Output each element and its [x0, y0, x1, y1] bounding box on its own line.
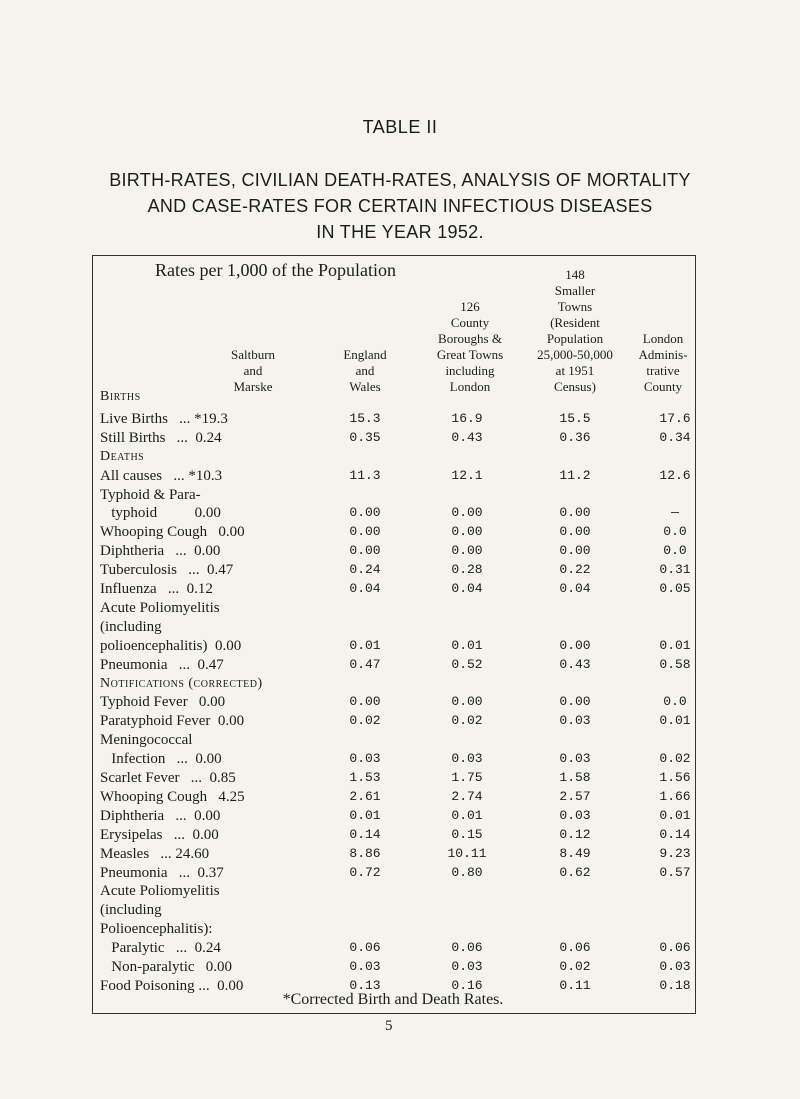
col-head-saltburn: Saltburn and Marske — [230, 347, 276, 394]
table-row — [100, 788, 692, 808]
row-value: 0.00 — [451, 543, 483, 558]
row-value: — — [671, 505, 679, 520]
row-label: Food Poisoning ... 0.00 — [100, 978, 244, 994]
row-value: 0.04 — [349, 581, 381, 596]
row-value: 0.34 — [659, 430, 691, 445]
row-label: typhoid 0.00 — [100, 505, 221, 521]
heading-line-3: IN THE YEAR 1952. — [316, 222, 484, 242]
row-value: 0.01 — [451, 808, 483, 823]
table-row — [100, 939, 692, 959]
row-label-line: (including — [100, 619, 162, 635]
row-value: 0.11 — [559, 978, 591, 993]
row-value: 0.00 — [451, 694, 483, 709]
bottom-rule — [92, 1013, 696, 1014]
row-label: Whooping Cough 4.25 — [100, 789, 245, 805]
row-value: 0.43 — [451, 430, 483, 445]
table-row — [100, 712, 692, 732]
row-value: 1.53 — [349, 770, 381, 785]
row-value: 11.2 — [559, 468, 591, 483]
row-value: 0.72 — [349, 865, 381, 880]
row-value: 1.75 — [451, 770, 483, 785]
table-row — [100, 656, 692, 676]
row-value: 0.18 — [659, 978, 691, 993]
row-value: 15.5 — [559, 411, 591, 426]
row-value: 0.03 — [349, 751, 381, 766]
row-value: 0.01 — [659, 638, 691, 653]
row-label: Diphtheria ... 0.00 — [100, 808, 221, 824]
top-rule — [92, 255, 696, 256]
row-label: Live Births ... *19.3 — [100, 411, 228, 427]
row-value: 0.16 — [451, 978, 483, 993]
row-value: 0.0 — [663, 694, 687, 709]
table-row — [100, 693, 692, 713]
row-value: 0.00 — [451, 524, 483, 539]
row-value: 17.6 — [659, 411, 691, 426]
table-row — [100, 410, 692, 430]
section-notifications: Notifications (corrected) — [100, 676, 263, 691]
row-value: 12.1 — [451, 468, 483, 483]
row-value: 9.23 — [659, 846, 691, 861]
table-row — [100, 807, 692, 827]
row-value: 10.11 — [447, 846, 487, 861]
row-label: Still Births ... 0.24 — [100, 430, 222, 446]
col-head-smaller-towns: 148 Smaller Towns (Resident Population 25,000-50,000 at 1951 Census) — [537, 267, 613, 394]
row-value: 0.00 — [559, 505, 591, 520]
row-value: 0.22 — [559, 562, 591, 577]
row-value: 0.01 — [349, 638, 381, 653]
row-value: 0.01 — [659, 713, 691, 728]
row-value: 0.01 — [451, 638, 483, 653]
row-value: 0.00 — [559, 694, 591, 709]
heading-line-1: BIRTH-RATES, CIVILIAN DEATH-RATES, ANALYSIS OF MORTALITY — [109, 170, 691, 190]
table-heading — [0, 167, 800, 245]
row-value: 2.57 — [559, 789, 591, 804]
row-value: 0.62 — [559, 865, 591, 880]
row-value: 0.03 — [559, 808, 591, 823]
row-value: 0.24 — [349, 562, 381, 577]
row-value: 2.61 — [349, 789, 381, 804]
row-value: 0.02 — [559, 959, 591, 974]
row-value: 1.56 — [659, 770, 691, 785]
row-value: 0.01 — [349, 808, 381, 823]
row-label: Non-paralytic 0.00 — [100, 959, 233, 975]
row-value: 0.03 — [559, 751, 591, 766]
section-births: Births — [100, 389, 141, 404]
row-value: 0.14 — [349, 827, 381, 842]
row-value: 0.06 — [451, 940, 483, 955]
table-row — [100, 958, 692, 978]
row-value: 0.43 — [559, 657, 591, 672]
row-label: Infection ... 0.00 — [100, 751, 222, 767]
row-label: Pneumonia ... 0.37 — [100, 865, 224, 881]
row-value: 0.05 — [659, 581, 691, 596]
table-row — [100, 750, 692, 770]
row-label: Diphtheria ... 0.00 — [100, 543, 221, 559]
row-label-line: Polioencephalitis): — [100, 921, 213, 937]
row-value: 12.6 — [659, 468, 691, 483]
row-value: 0.13 — [349, 978, 381, 993]
row-value: 0.03 — [451, 751, 483, 766]
row-label-line: Acute Poliomyelitis — [100, 883, 220, 899]
row-label: Typhoid Fever 0.00 — [100, 694, 226, 710]
row-value: 8.49 — [559, 846, 591, 861]
row-value: 11.3 — [349, 468, 381, 483]
table-row — [100, 769, 692, 789]
row-label-line: (including — [100, 902, 162, 918]
row-value: 0.0 — [663, 524, 687, 539]
row-value: 0.02 — [349, 713, 381, 728]
table-row — [100, 637, 692, 657]
table-row — [100, 826, 692, 846]
row-value: 0.00 — [349, 505, 381, 520]
table-row — [100, 504, 692, 524]
row-value: 0.06 — [349, 940, 381, 955]
row-label: Pneumonia ... 0.47 — [100, 657, 224, 673]
row-value: 0.31 — [659, 562, 691, 577]
row-label: All causes ... *10.3 — [100, 468, 223, 484]
row-value: 0.03 — [451, 959, 483, 974]
table-row — [100, 561, 692, 581]
row-value: 0.04 — [559, 581, 591, 596]
row-value: 0.01 — [659, 808, 691, 823]
col-head-england: England and Wales — [343, 347, 387, 394]
section-deaths: Deaths — [100, 449, 145, 464]
row-value: 0.04 — [451, 581, 483, 596]
row-label: Tuberculosis ... 0.47 — [100, 562, 234, 578]
row-value: 0.00 — [349, 524, 381, 539]
heading-line-2: AND CASE-RATES FOR CERTAIN INFECTIOUS DISEASES — [147, 196, 653, 216]
footnote: *Corrected Birth and Death Rates. — [282, 991, 504, 1008]
row-label-line: Meningococcal — [100, 732, 193, 748]
row-value: 0.02 — [659, 751, 691, 766]
table-row — [100, 580, 692, 600]
table-row — [100, 977, 692, 997]
row-value: 0.15 — [451, 827, 483, 842]
row-value: 0.00 — [349, 694, 381, 709]
table-row — [100, 845, 692, 865]
row-value: 0.28 — [451, 562, 483, 577]
table-row — [100, 523, 692, 543]
row-value: 0.0 — [663, 543, 687, 558]
row-value: 0.36 — [559, 430, 591, 445]
row-label-line: Typhoid & Para- — [100, 487, 201, 503]
row-value: 0.00 — [349, 543, 381, 558]
col-head-county-boroughs: 126 County Boroughs & Great Towns including London — [436, 299, 504, 394]
page-number: 5 — [385, 1018, 393, 1034]
row-value: 0.03 — [559, 713, 591, 728]
row-value: 0.12 — [559, 827, 591, 842]
table-row — [100, 429, 692, 449]
row-value: 0.03 — [349, 959, 381, 974]
row-value: 0.58 — [659, 657, 691, 672]
table-row — [100, 542, 692, 562]
row-value: 0.00 — [451, 505, 483, 520]
row-value: 2.74 — [451, 789, 483, 804]
row-label: Erysipelas ... 0.00 — [100, 827, 219, 843]
rates-caption: Rates per 1,000 of the Population — [155, 260, 396, 280]
row-label-line: Acute Poliomyelitis — [100, 600, 220, 616]
row-value: 16.9 — [451, 411, 483, 426]
row-label: Scarlet Fever ... 0.85 — [100, 770, 236, 786]
table-row — [100, 467, 692, 487]
row-value: 15.3 — [349, 411, 381, 426]
row-value: 0.02 — [451, 713, 483, 728]
row-value: 0.57 — [659, 865, 691, 880]
row-label: Paratyphoid Fever 0.00 — [100, 713, 245, 729]
row-label: Whooping Cough 0.00 — [100, 524, 245, 540]
row-label: polioencephalitis) 0.00 — [100, 638, 242, 654]
row-value: 1.58 — [559, 770, 591, 785]
row-value: 0.03 — [659, 959, 691, 974]
row-value: 0.06 — [559, 940, 591, 955]
row-value: 0.00 — [559, 524, 591, 539]
row-label: Influenza ... 0.12 — [100, 581, 213, 597]
row-value: 0.00 — [559, 543, 591, 558]
row-value: 0.14 — [659, 827, 691, 842]
table-label: TABLE II — [362, 117, 438, 137]
row-value: 0.52 — [451, 657, 483, 672]
col-head-london: London Adminis- trative County — [638, 331, 688, 394]
row-label: Measles ... 24.60 — [100, 846, 210, 862]
table-row — [100, 864, 692, 884]
row-label: Paralytic ... 0.24 — [100, 940, 221, 956]
row-value: 8.86 — [349, 846, 381, 861]
row-value: 0.35 — [349, 430, 381, 445]
row-value: 1.66 — [659, 789, 691, 804]
row-value: 0.80 — [451, 865, 483, 880]
row-value: 0.00 — [559, 638, 591, 653]
row-value: 0.47 — [349, 657, 381, 672]
row-value: 0.06 — [659, 940, 691, 955]
